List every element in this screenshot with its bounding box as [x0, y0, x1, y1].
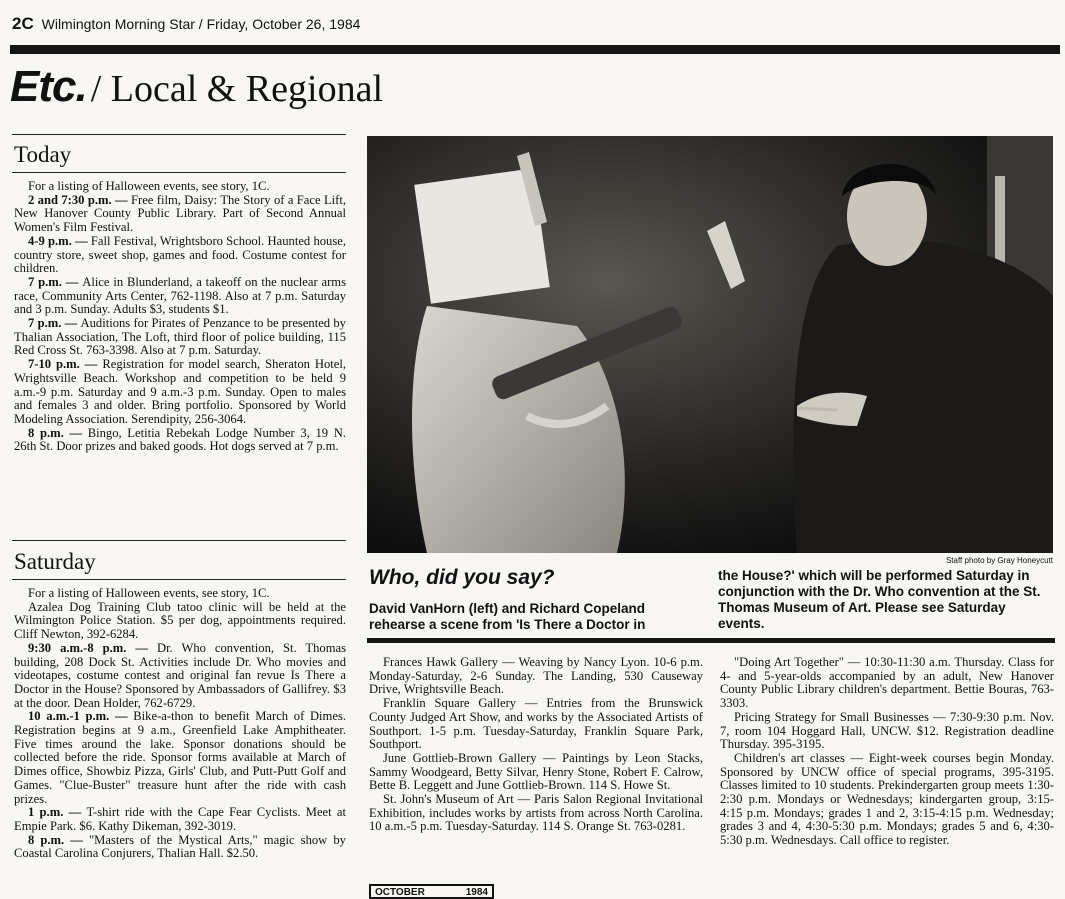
calendar-month: OCTOBER — [375, 887, 425, 898]
listing-text: For a listing of Halloween events, see story, 1C. — [28, 179, 270, 193]
listing-item — [14, 276, 346, 317]
listing-item — [14, 180, 346, 194]
listing-text: "Masters of the Mystical Arts," magic show by Coastal Carolina Conjurers, Thalian Hall. $2.50. — [14, 832, 346, 861]
listing-text: For a listing of Halloween events, see story, 1C. — [28, 586, 270, 600]
listing-time: 7-10 p.m. — — [28, 357, 103, 372]
listing-item — [14, 806, 346, 833]
listing-item — [14, 194, 346, 235]
calendar-year: 1984 — [465, 887, 488, 898]
listing-time: 4-9 p.m. — — [28, 233, 91, 248]
today-listings — [14, 180, 346, 454]
caption-headline: Who, did you say? — [369, 566, 555, 589]
listing-time: 2 and 7:30 p.m. — — [28, 192, 131, 207]
listing-text: Free film, Daisy: The Story of a Face Lift, New Hanover County Public Library. Part of Second Annual Women's Film Festival. — [14, 192, 346, 235]
listing-item — [14, 358, 346, 427]
caption-right: the House?' which will be performed Saturday in conjunction with the Dr. Who convention at the St. Thomas Museum of Art. Please see Saturday events. — [718, 568, 1041, 631]
caption-left: David VanHorn (left) and Richard Copeland rehearse a scene from 'Is There a Doctor in — [369, 601, 646, 632]
today-heading: Today — [14, 142, 72, 167]
section-logo: Etc. — [10, 62, 87, 111]
listing-item: St. John's Museum of Art — Paris Salon Regional Invitational Exhibition, includes works by artists from across North Carolina. 10 a.m.-5 p.m. Tuesday-Saturday. 114 S. Orange St. 763-0281. — [369, 792, 703, 834]
listing-text: Registration for model search, Sheraton Hotel, Wrightsville Beach. Workshop and competition to be held 9 a.m.-9 p.m. Saturday and 9 a.m.-3 p.m. Sunday. Open to males and females 3 and older. Bring portfolio. Sponsored by World Modeling Association. Serendipity, 256-3064. — [14, 357, 347, 426]
listing-item — [14, 235, 346, 276]
saturday-under-rule — [12, 579, 346, 580]
photo-illustration — [367, 136, 1053, 553]
galleries-listings — [369, 656, 703, 834]
listing-time: 10 a.m.-1 p.m. — — [28, 709, 134, 724]
listing-time: 7 p.m. — — [28, 274, 83, 289]
folio-text: Wilmington Morning Star / Friday, October 26, 1984 — [41, 16, 361, 32]
listing-time: 7 p.m. — — [28, 316, 81, 331]
listing-item — [14, 710, 346, 806]
listing-item: Franklin Square Gallery — Entries from the Brunswick County Judged Art Show, and works by the Associated Artists of Southport. 1-5 p.m. Tuesday-Saturday, Franklin Square Park, Southport. — [369, 696, 703, 752]
listing-time: 8 p.m. — — [28, 425, 88, 440]
listing-time: 8 p.m. — — [28, 832, 90, 847]
saturday-top-rule — [12, 540, 346, 541]
caption-rule — [367, 638, 1055, 643]
saturday-listings — [14, 587, 346, 861]
saturday-heading: Saturday — [14, 549, 96, 574]
listing-time: 1 p.m. — — [28, 805, 87, 820]
listing-item — [14, 642, 346, 711]
listing-item — [14, 601, 346, 642]
folio-line — [12, 14, 360, 34]
listing-item — [14, 834, 346, 861]
today-under-rule — [12, 172, 346, 173]
listing-item: Pricing Strategy for Small Businesses — 7:30-9:30 p.m. Nov. 7, room 104 Hoggard Hall, UNCW. $12. Registration deadline Thursday. 395-3195. — [720, 709, 1054, 752]
listing-text: Fall Festival, Wrightsboro School. Haunted house, country store, sweet shop, games and food. Costume contest for children. — [14, 233, 346, 276]
listing-text: Bingo, Letitia Rebekah Lodge Number 3, 19 N. 26th St. Door prizes and baked goods. Hot dogs served at 7 p.m. — [14, 425, 346, 454]
masthead-rule — [10, 45, 1060, 54]
listing-text: Bike-a-thon to benefit March of Dimes. Registration begins at 9 a.m., Greenfield Lake Amphitheater. Five times around the lake. Sponsor donations should be collected before the ride. Sponsor forms available at March of Dimes office, Showbiz Pizza, Girls' Club, and Putt-Putt Golf and Games. "Clue-Buster" treasure hunt after the ride with cash prizes. — [14, 709, 346, 806]
listing-text: Dr. Who convention, St. Thomas building, 208 Dock St. Activities include Dr. Who movies and videotapes, costume contest and original fan revue Is There a Doctor in the House? Sponsored by Ambassadors of Gallifrey. $3 at the door. Dean Holder, 762-6729. — [14, 640, 346, 710]
classes-listings — [720, 656, 1054, 848]
calendar-box — [369, 884, 494, 899]
section-title: / Local & Regional — [90, 68, 384, 110]
page-number: 2C — [12, 14, 34, 33]
listing-text: Alice in Blunderland, a takeoff on the nuclear arms race, Community Arts Center, 762-1198. Also at 7 p.m. Saturday and 3 p.m. Sunday. Adults $3, students $1. — [14, 274, 346, 317]
listing-time: 9:30 a.m.-8 p.m. — — [28, 640, 157, 655]
today-top-rule — [12, 134, 346, 135]
listing-item — [14, 427, 346, 454]
news-photo — [367, 136, 1053, 553]
listing-item: Children's art classes — Eight-week courses begin Monday. Sponsored by UNCW office of special programs, 395-3195. Classes limited to 10 students. Prekindergarten group meets 1:30-2:30 p.m. Mondays or Wednesdays; kindergarten group, 3:15-4:15 p.m. Mondays; grades 1 and 2, 3:15-4:15 p.m. Wednesday; grades 3 and 4, 4:30-5:30 p.m. Mondays; grades 5 and 6, 4:30-5:30 p.m. Wednesdays. Call office to register. — [720, 750, 1054, 848]
listing-text: Azalea Dog Training Club tatoo clinic will be held at the Wilmington Police Station. $5 per dog, appointments required. Cliff Newton, 392-6284. — [14, 599, 346, 642]
listing-text: T-shirt ride with the Cape Fear Cyclists. Meet at Empie Park. $6. Kathy Dikeman, 392-3019. — [14, 805, 346, 833]
photo-credit: Staff photo by Gray Honeycutt — [945, 556, 1053, 565]
section-header — [10, 62, 383, 112]
listing-item: Frances Hawk Gallery — Weaving by Nancy Lyon. 10-6 p.m. Monday-Saturday, 2-6 Sunday. The Landing, 530 Causeway Drive, Wrightsville Beach. — [369, 655, 703, 697]
listing-item: June Gottlieb-Brown Gallery — Paintings by Leon Stacks, Sammy Woodgeard, Betty Silvar, Henry Stone, Robert F. Calrow, Bette B. Leggett and June Gottlieb-Brown. 114 S. Howe St. — [369, 750, 703, 793]
listing-item — [14, 317, 346, 358]
listing-item: "Doing Art Together" — 10:30-11:30 a.m. Thursday. Class for 4- and 5-year-olds accompanied by an adult, New Hanover County Public Library children's department. Bettie Bouras, 763-3303. — [720, 655, 1054, 711]
listing-item — [14, 587, 346, 601]
listing-text: Auditions for Pirates of Penzance to be presented by Thalian Association, The Loft, third floor of police building, 115 Red Cross St. 763-3398. Also at 7 p.m. Saturday. — [14, 316, 346, 358]
